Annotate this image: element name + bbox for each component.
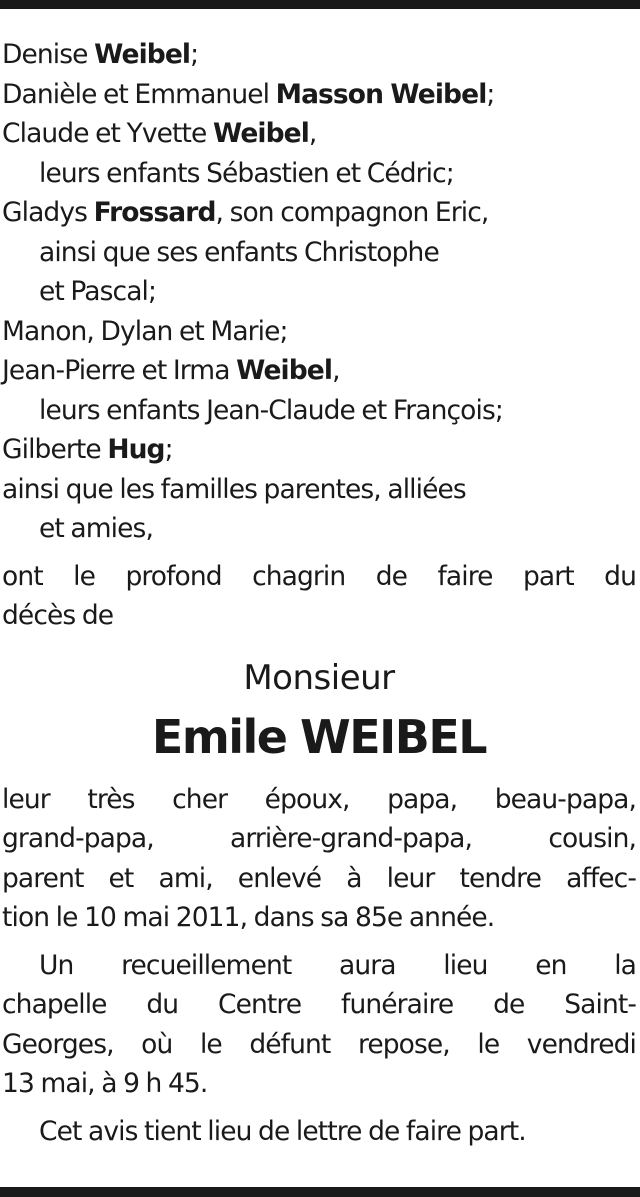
honorific: Monsieur xyxy=(243,657,395,698)
description-line: parent et ami, enlevé à leur tendre affec- xyxy=(2,862,636,894)
family-suffix: ; xyxy=(190,39,199,70)
deceased-name: Emile WEIBEL xyxy=(151,709,487,764)
top-rule xyxy=(0,0,640,9)
family-line xyxy=(2,75,636,115)
family-line xyxy=(2,509,636,549)
family-line xyxy=(2,391,636,431)
family-surname: Weibel xyxy=(94,39,191,70)
announcement-line: ont le profond chagrin de faire part du xyxy=(2,560,636,592)
family-surname: Masson Weibel xyxy=(275,78,487,110)
family-line xyxy=(2,114,636,154)
family-name: Gladys xyxy=(2,197,94,228)
family-suffix: ; xyxy=(486,78,495,110)
description-line: leur très cher époux, papa, beau-papa, xyxy=(2,783,636,815)
description-line: tion le 10 mai 2011, dans sa 85e année. xyxy=(2,902,495,933)
description-paragraph xyxy=(2,780,636,938)
family-suffix: , son compagnon Eric, xyxy=(215,197,489,228)
family-line xyxy=(2,272,636,312)
family-name: Jean-Pierre et Irma xyxy=(2,355,237,386)
family-name: Danièle et Emmanuel xyxy=(2,78,276,110)
family-list xyxy=(2,35,636,549)
family-line xyxy=(2,193,636,233)
family-name: Manon, Dylan et Marie; xyxy=(2,315,288,347)
family-surname: Weibel xyxy=(236,355,333,386)
family-suffix: ; xyxy=(164,434,173,465)
family-name: et amies, xyxy=(39,513,153,544)
bottom-rule xyxy=(0,1187,640,1197)
ceremony-line: Georges, où le défunt repose, le vendredi xyxy=(2,1028,636,1060)
family-line xyxy=(2,154,636,194)
family-name: ainsi que les familles parentes, alliées xyxy=(2,473,466,505)
family-name: ainsi que ses enfants Christophe xyxy=(39,236,439,268)
announcement xyxy=(2,557,636,636)
ceremony-line: chapelle du Centre funéraire de Saint- xyxy=(2,989,636,1020)
family-line xyxy=(2,233,636,273)
family-name: leurs enfants Jean-Claude et François; xyxy=(39,394,503,426)
family-line xyxy=(2,35,636,75)
family-name: Claude et Yvette xyxy=(2,118,213,149)
description-line: grand-papa, arrière-grand-papa, cousin, xyxy=(2,823,636,854)
family-suffix: , xyxy=(332,355,340,386)
family-name: et Pascal; xyxy=(39,276,157,307)
family-line xyxy=(2,470,636,510)
obituary-notice xyxy=(2,35,636,1151)
family-surname: Weibel xyxy=(212,118,309,149)
family-line xyxy=(2,430,636,470)
family-line xyxy=(2,351,636,391)
family-surname: Hug xyxy=(107,434,165,465)
announcement-line: décès de xyxy=(2,600,114,631)
closing-paragraph xyxy=(2,1112,636,1152)
family-name: Denise xyxy=(2,39,95,70)
family-name: leurs enfants Sébastien et Cédric; xyxy=(39,157,454,189)
ceremony-line: 13 mai, à 9 h 45. xyxy=(2,1068,208,1099)
family-surname: Frossard xyxy=(93,197,216,228)
family-line xyxy=(2,312,636,352)
family-name: Gilberte xyxy=(2,434,108,465)
ceremony-line: Un recueillement aura lieu en la xyxy=(39,949,636,981)
closing-line: Cet avis tient lieu de lettre de faire part. xyxy=(39,1115,526,1147)
ceremony-paragraph xyxy=(2,946,636,1104)
family-suffix: , xyxy=(308,118,317,149)
